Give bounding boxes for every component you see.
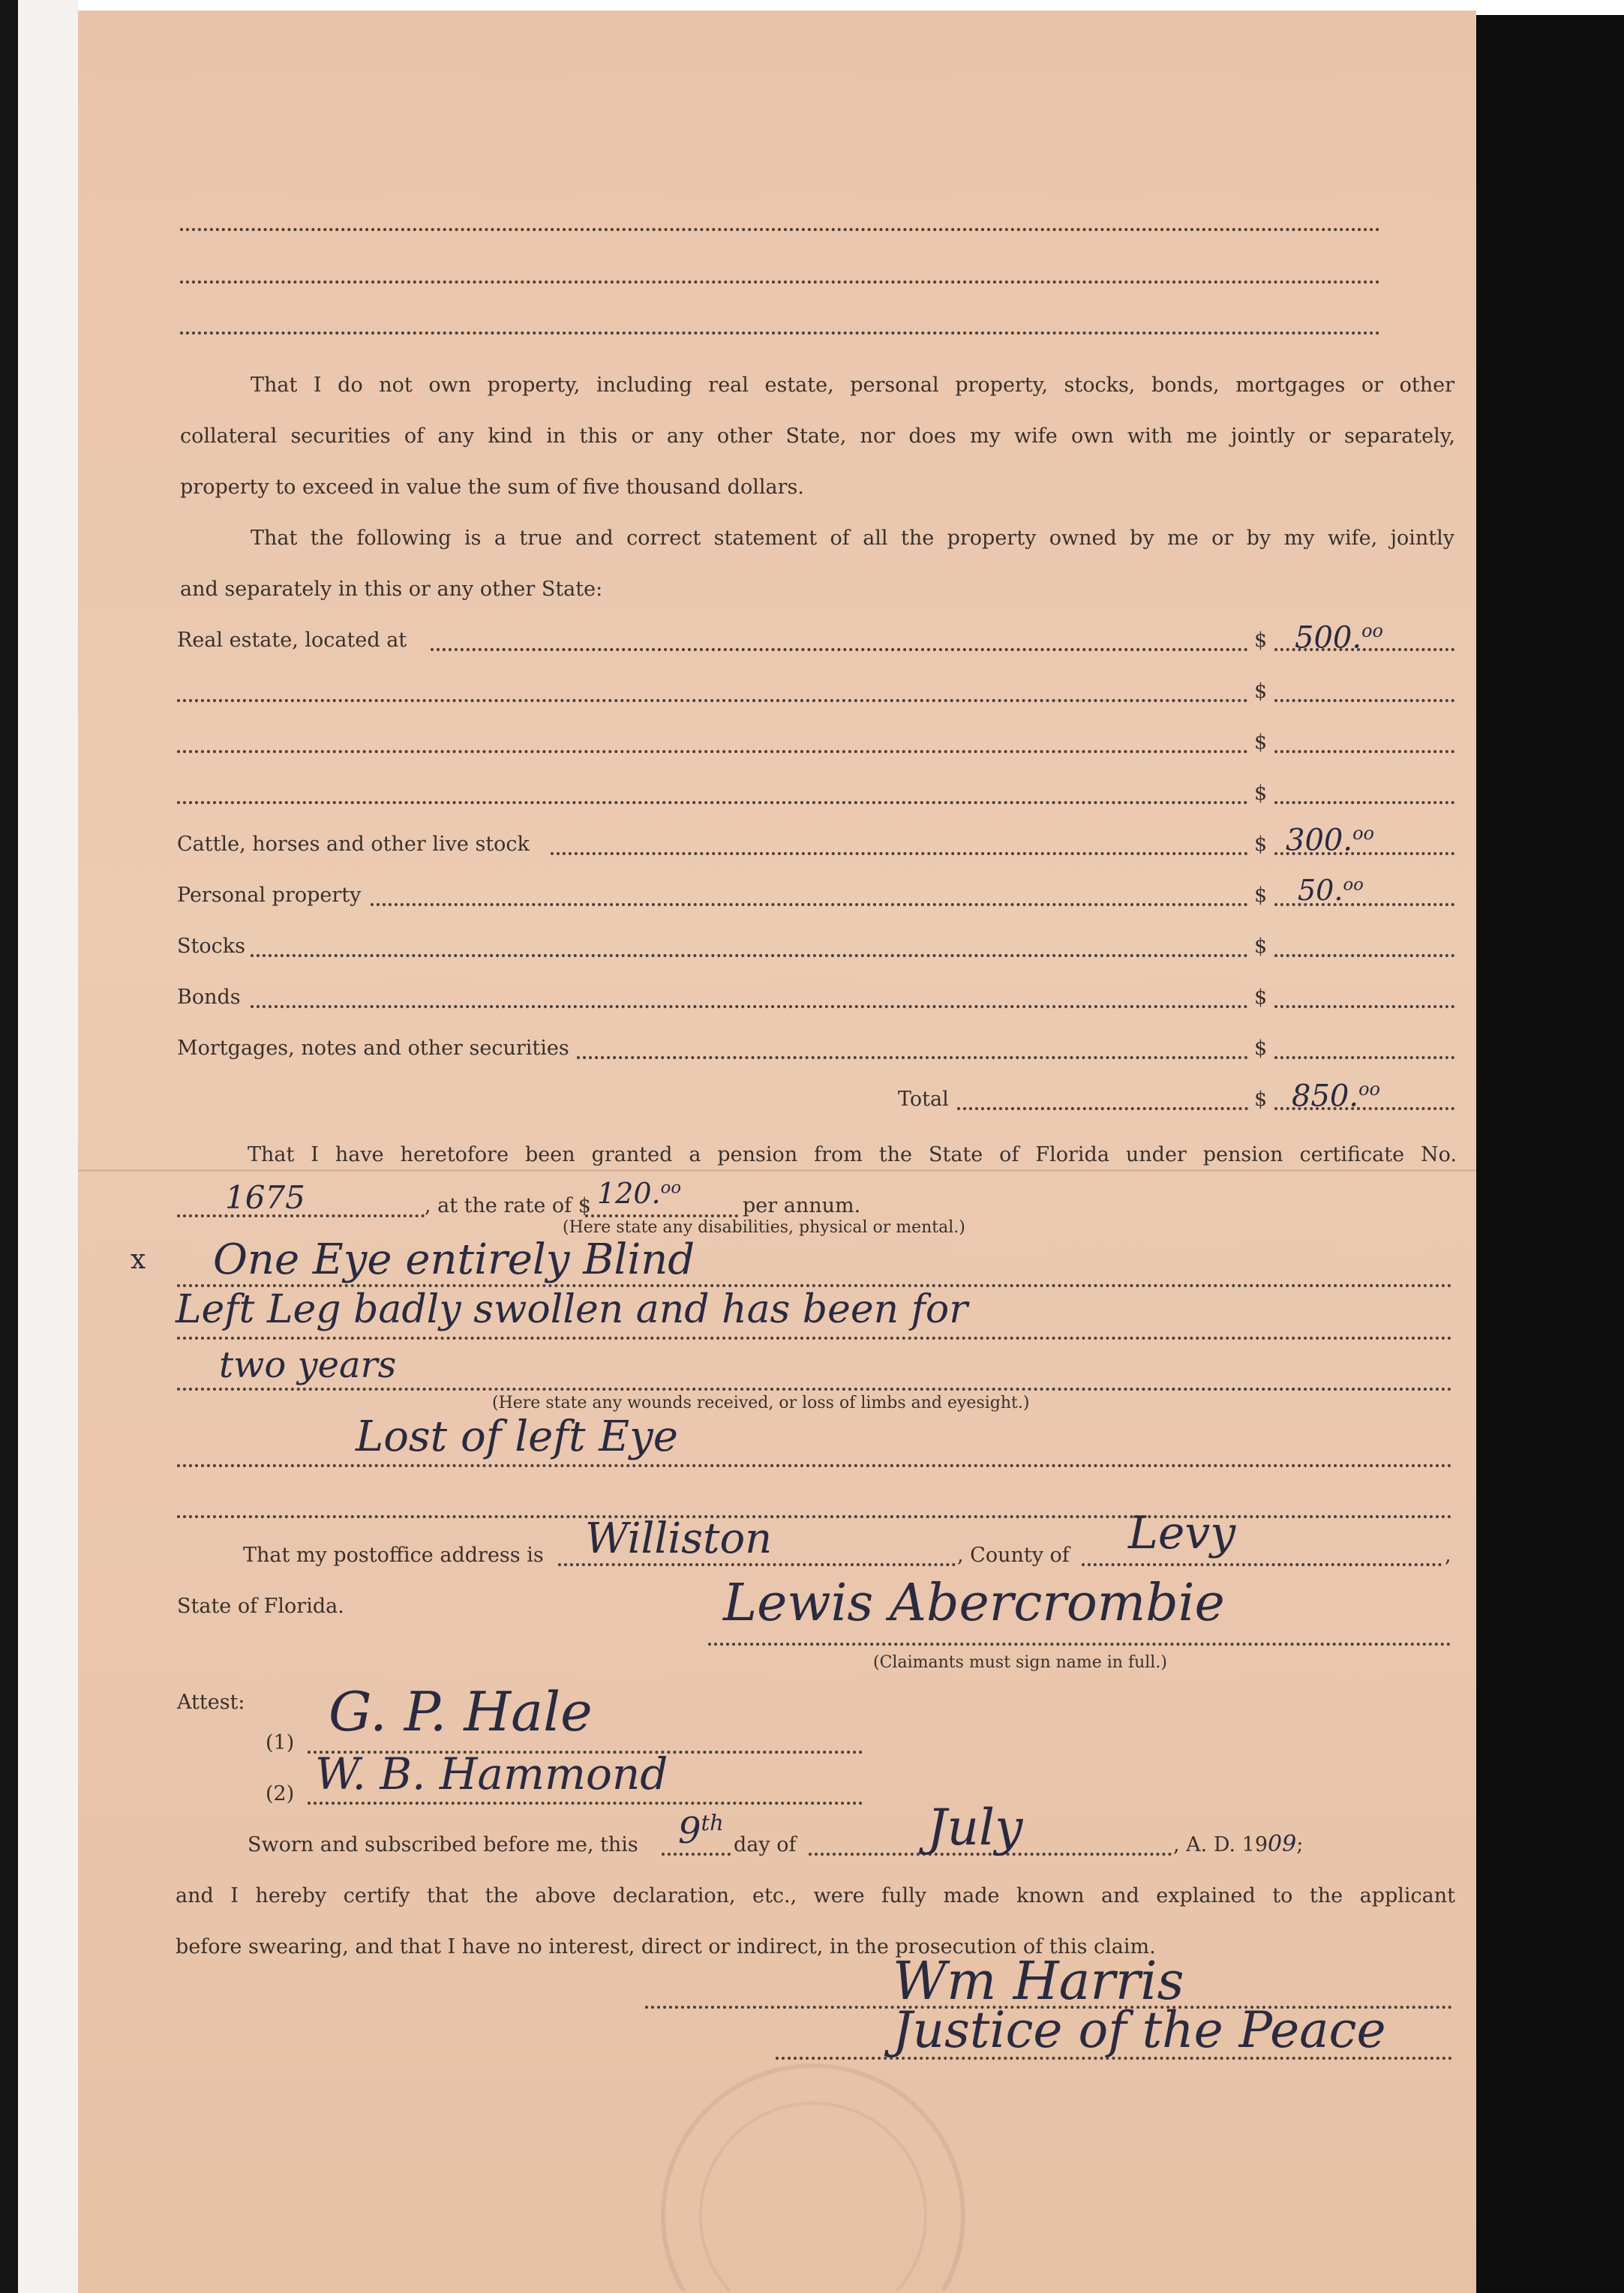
total-label: Total [898, 1088, 949, 1111]
cattle-label: Cattle, horses and other live stock [177, 833, 530, 856]
total-dots [957, 1107, 1248, 1110]
attest-2-label: (2) [266, 1782, 295, 1805]
stocks-label: Stocks [177, 935, 245, 958]
cattle-dots [551, 852, 1248, 855]
stocks-amount-line [1274, 954, 1454, 957]
officer-title: Justice of the Peace [893, 2001, 1386, 2059]
postoffice-line [558, 1563, 956, 1566]
bonds-dollar: $ [1254, 986, 1268, 1009]
ad-label: , A. D. 1909; [1173, 1831, 1304, 1857]
wound-line-1 [177, 1464, 1452, 1467]
personal-property-value: 50.$^{oo}$ [1298, 874, 1364, 907]
day-line [662, 1853, 731, 1856]
certify-line1: and I hereby certify that the above declaration, etc., were fully made known and explained to the applicant [176, 1884, 1455, 1907]
per-annum-label: per annum. [743, 1194, 861, 1217]
property-blank-row-1-dollar: $ [1254, 680, 1268, 703]
para1-line1: That I do not own property, including real estate, personal property, stocks, bonds, mortgages or other [251, 374, 1454, 397]
blank-line-1 [180, 228, 1380, 231]
mortgages-dollar: $ [1254, 1037, 1268, 1060]
rate-value: 120.$^{oo}$ [597, 1177, 682, 1210]
rate-line [585, 1214, 738, 1217]
property-blank-row-3 [177, 801, 1248, 804]
disability-line-2 [177, 1337, 1452, 1340]
property-blank-row-1 [177, 699, 1248, 702]
para2-line2: and separately in this or any other State: [180, 578, 603, 601]
mortgages-label: Mortgages, notes and other securities [177, 1037, 569, 1060]
scan-border-left [0, 0, 18, 2293]
disability-1: One Eye entirely Blind [213, 1235, 695, 1284]
county-line [1082, 1563, 1442, 1566]
bonds-amount-line [1274, 1005, 1454, 1008]
bonds-dots [251, 1005, 1248, 1008]
postoffice-label: That my postoffice address is [243, 1544, 544, 1567]
property-blank-row-3-dollar: $ [1254, 782, 1268, 805]
property-blank-row-2-amount [1274, 750, 1454, 753]
total-value: 850.$^{oo}$ [1292, 1079, 1380, 1114]
year-value: 09 [1268, 1831, 1297, 1857]
wounds-note: (Here state any wounds received, or loss of limbs and eyesight.) [492, 1394, 1030, 1412]
real-estate-label: Real estate, located at [177, 629, 407, 652]
scan-background-left [18, 0, 78, 2293]
witness-1-signature: G. P. Hale [329, 1680, 593, 1743]
certify-line2: before swearing, and that I have no interest, direct or indirect, in the prosecution of this claim. [176, 1935, 1156, 1958]
faint-seal [633, 2036, 993, 2291]
real-estate-dots [431, 648, 1248, 651]
stocks-dollar: $ [1254, 935, 1268, 958]
rate-label: , at the rate of $ [425, 1194, 591, 1217]
disabilities-note: (Here state any disabilities, physical or mental.) [563, 1218, 965, 1237]
cattle-dollar: $ [1254, 833, 1268, 856]
witness-2-signature: W. B. Hammond [315, 1748, 668, 1799]
county-value: Levy [1128, 1507, 1236, 1559]
wound-line-2 [177, 1515, 1452, 1518]
wound-1: Lost of left Eye [356, 1412, 678, 1461]
personal-property-dollar: $ [1254, 884, 1268, 907]
personal-property-dots [371, 903, 1248, 906]
mortgages-amount-line [1274, 1056, 1454, 1059]
claimant-signature: Lewis Abercrombie [723, 1574, 1225, 1633]
bonds-label: Bonds [177, 986, 241, 1009]
para1-line2: collateral securities of any kind in this or any other State, nor does my wife own with me jointly or separately, [180, 425, 1455, 448]
sworn-label: Sworn and subscribed before me, this [248, 1833, 638, 1856]
property-blank-row-2-dollar: $ [1254, 731, 1268, 754]
officer-signature: Wm Harris [893, 1950, 1184, 2012]
pension-line1: That I have heretofore been granted a pension from the State of Florida under pension certificate No. [248, 1143, 1457, 1166]
disability-3: two years [219, 1344, 397, 1386]
attest-2-line [308, 1802, 863, 1805]
county-label: , County of [957, 1544, 1070, 1567]
para1-line3: property to exceed in value the sum of five thousand dollars. [180, 476, 804, 499]
real-estate-value: 500.$^{oo}$ [1295, 620, 1383, 656]
certificate-no-value: 1675 [225, 1179, 305, 1216]
attest-1-label: (1) [266, 1731, 295, 1754]
total-dollar: $ [1254, 1088, 1268, 1111]
day-value: 9th [678, 1810, 724, 1852]
personal-property-label: Personal property [177, 884, 362, 907]
property-blank-row-2 [177, 750, 1248, 753]
blank-line-3 [180, 332, 1380, 335]
real-estate-dollar: $ [1254, 629, 1268, 652]
blank-line-2 [180, 281, 1380, 284]
claimant-note: (Claimants must sign name in full.) [873, 1653, 1167, 1672]
disability-line-3 [177, 1388, 1452, 1391]
pension-form-page [78, 11, 1476, 2293]
state-label: State of Florida. [177, 1595, 344, 1618]
day-of-label: day of [734, 1833, 797, 1856]
stocks-dots [251, 954, 1248, 957]
county-comma: , [1445, 1544, 1451, 1567]
cattle-value: 300.$^{oo}$ [1286, 823, 1374, 858]
postoffice-value: Williston [585, 1514, 773, 1563]
attest-label: Attest: [177, 1691, 245, 1714]
margin-x-mark: x [131, 1244, 146, 1275]
month-value: July [927, 1799, 1023, 1856]
mortgages-dots [577, 1056, 1248, 1059]
claimant-signature-line [708, 1643, 1451, 1646]
property-blank-row-1-amount [1274, 699, 1454, 702]
disability-2: Left Leg badly swollen and has been for [176, 1287, 968, 1332]
scan-border-right [1476, 15, 1624, 2293]
property-blank-row-3-amount [1274, 801, 1454, 804]
para2-line1: That the following is a true and correct statement of all the property owned by me or by my wife, jointly [251, 527, 1454, 550]
